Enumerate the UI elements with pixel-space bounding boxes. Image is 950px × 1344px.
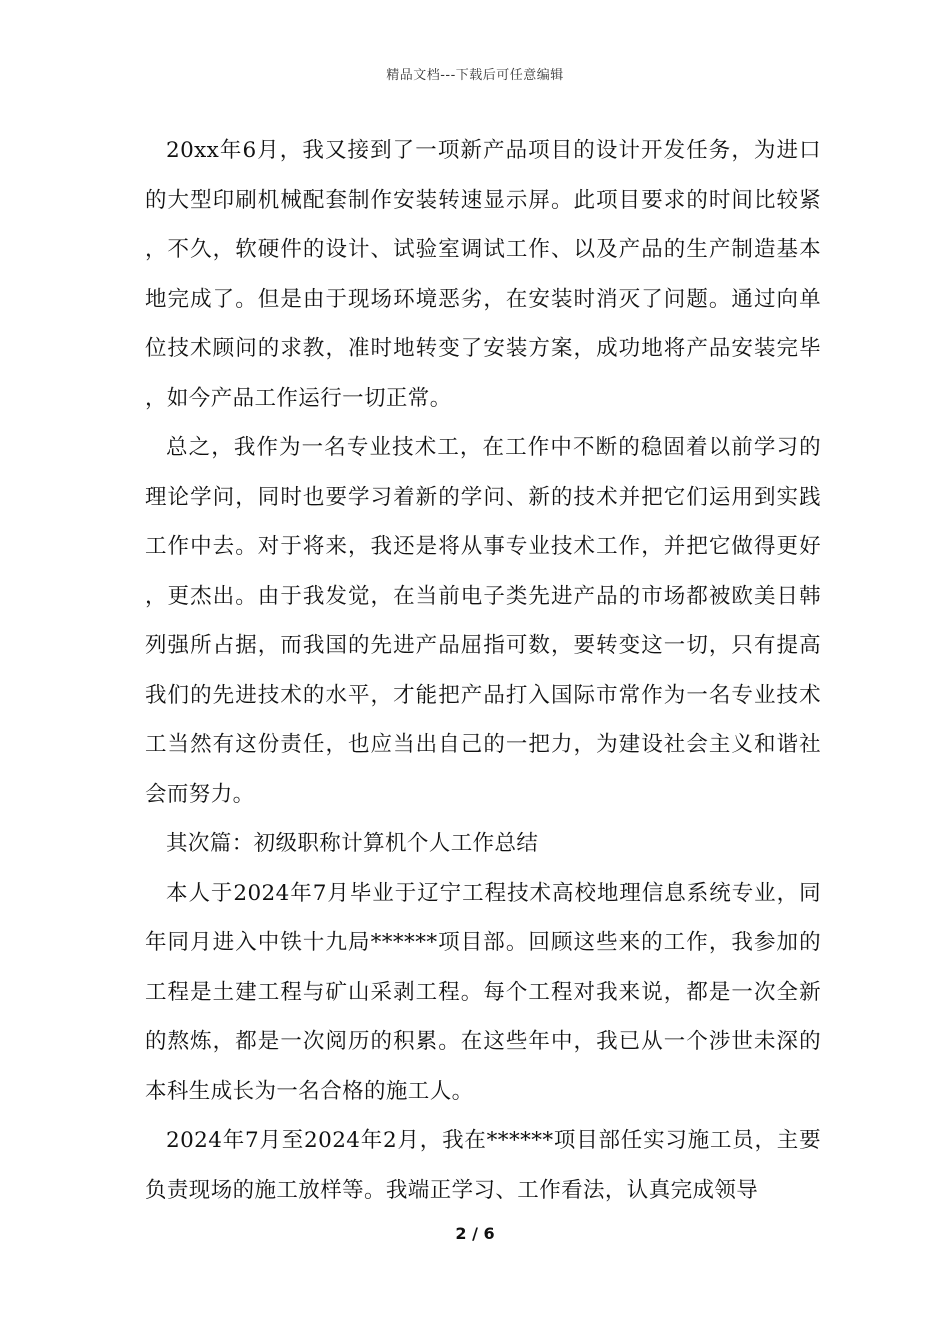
paragraph-summary: 总之，我作为一名专业技术工，在工作中不断的稳固着以前学习的理论学问，同时也要学习着新的学问、新的技术并把它们运用到实践工作中去。对于将来，我还是将从事专业技术工作，并把它做得更好，更杰出。由于我发觉，在当前电子类先进产品的市场都被欧美日韩列强所占据，而我国的先进产品屈指可数，要转变这一切，只有提高我们的先进技术的水平，才能把产品打入国际市常作为一名专业技术工当然有这份责任，也应当出自己的一把力，为建设社会主义和谐社会而努力。 xyxy=(145,435,821,807)
paragraph-introduction: 本人于2024年7月毕业于辽宁工程技术高校地理信息系统专业，同年同月进入中铁十九局******项目部。回顾这些来的工作，我参加的工程是土建工程与矿山采剥工程。每个工程对我来说，都是一次全新的熬炼，都是一次阅历的积累。在这些年中，我已从一个涉世未深的本科生成长为一名合格的施工人。 xyxy=(145,880,821,1104)
paragraph-internship: 2024年7月至2024年2月，我在******项目部任实习施工员，主要负责现场的施工放样等。我端正学习、工作看法，认真完成领导 xyxy=(145,1128,821,1203)
document-body xyxy=(145,126,821,1215)
page-header: 精品文档---下载后可任意编辑 xyxy=(386,68,564,83)
page-number: 2 / 6 xyxy=(455,1224,495,1243)
paragraph-project-task: 20xx年6月，我又接到了一项新产品项目的设计开发任务，为进口的大型印刷机械配套制作安装转速显示屏。此项目要求的时间比较紧，不久，软硬件的设计、试验室调试工作、以及产品的生产制造基本地完成了。但是由于现场环境恶劣，在安装时消灭了问题。通过向单位技术顾问的求教，准时地转变了安装方案，成功地将产品安装完毕，如今产品工作运行一切正常。 xyxy=(145,138,821,411)
section-heading: 其次篇：初级职称计算机个人工作总结 xyxy=(166,831,539,856)
